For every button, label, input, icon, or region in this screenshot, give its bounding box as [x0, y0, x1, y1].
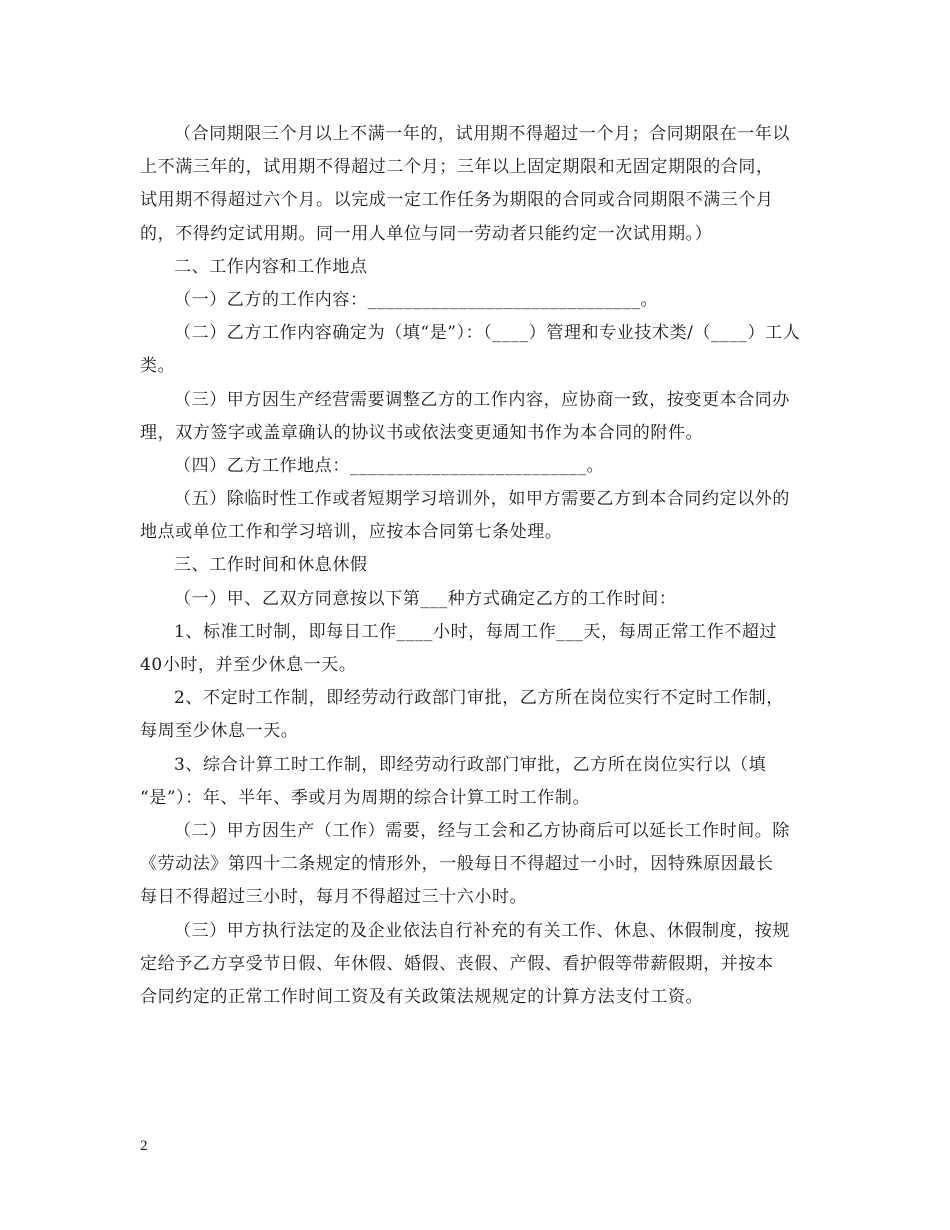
paragraph-line: 定给予乙方享受节日假、年休假、婚假、丧假、产假、看护假等带薪假期，并按本 [140, 953, 774, 974]
paragraph-line: （三）甲方因生产经营需要调整乙方的工作内容，应协商一致，按变更本合同办 [174, 389, 790, 410]
paragraph-line: 《劳动法》第四十二条规定的情形外，一般每日不得超过一小时，因特殊原因最长 [140, 854, 774, 875]
section-heading: 二、工作内容和工作地点 [174, 256, 368, 277]
paragraph-line: 类。 [140, 356, 176, 377]
paragraph-line: 3、综合计算工时工作制，即经劳动行政部门审批，乙方所在岗位实行以（填 [174, 754, 767, 775]
paragraph-line: 地点或单位工作和学习培训，应按本合同第七条处理。 [140, 522, 563, 543]
document-body [140, 118, 815, 1014]
paragraph-line: 40小时，并至少休息一天。 [140, 655, 357, 675]
paragraph-line: 上不满三年的，试用期不得超过二个月；三年以上固定期限和无固定期限的合同， [140, 157, 774, 178]
paragraph-line: （合同期限三个月以上不满一年的，试用期不得超过一个月；合同期限在一年以 [174, 124, 790, 144]
paragraph-line: （四）乙方工作地点：__________________________。 [174, 455, 605, 476]
paragraph-line: （二）甲方因生产（工作）需要，经与工会和乙方协商后可以延长工作时间。除 [174, 820, 790, 841]
paragraph-line: 每周至少休息一天。 [140, 721, 299, 742]
paragraph-line: 每日不得超过三小时，每月不得超过三十六小时。 [140, 887, 528, 908]
paragraph-line: （一）乙方的工作内容：______________________________。 [174, 289, 659, 310]
paragraph-line: 1、标准工时制，即每日工作____小时，每周工作___天，每周正常工作不超过 [174, 621, 778, 642]
paragraph-line: 2、不定时工作制，即经劳动行政部门审批，乙方所在岗位实行不定时工作制， [174, 688, 784, 709]
paragraph-line: （一）甲、乙双方同意按以下第___种方式确定乙方的工作时间： [174, 588, 677, 609]
paragraph-line: “是”）：年、半年、季或月为周期的综合计算工时工作制。 [140, 787, 591, 808]
paragraph-line: 理，双方签字或盖章确认的协议书或依法变更通知书作为本合同的附件。 [140, 422, 704, 443]
section-heading: 三、工作时间和休息休假 [174, 555, 368, 576]
paragraph-line: （三）甲方执行法定的及企业依法自行补充的有关工作、休息、休假制度，按规 [174, 920, 790, 941]
paragraph-line: 试用期不得超过六个月。以完成一定工作任务为期限的合同或合同期限不满三个月 [140, 190, 774, 211]
paragraph-line: （二）乙方工作内容确定为（填“是”）：（____）管理和专业技术类/（____）工人 [174, 323, 801, 344]
page-number: 2 [140, 1138, 148, 1154]
paragraph-line: 的，不得约定试用期。同一用人单位与同一劳动者只能约定一次试用期。） [140, 223, 713, 244]
paragraph-line: 合同约定的正常工作时间工资及有关政策法规规定的计算方法支付工资。 [140, 986, 704, 1007]
paragraph-line: （五）除临时性工作或者短期学习培训外，如甲方需要乙方到本合同约定以外的 [174, 489, 790, 510]
